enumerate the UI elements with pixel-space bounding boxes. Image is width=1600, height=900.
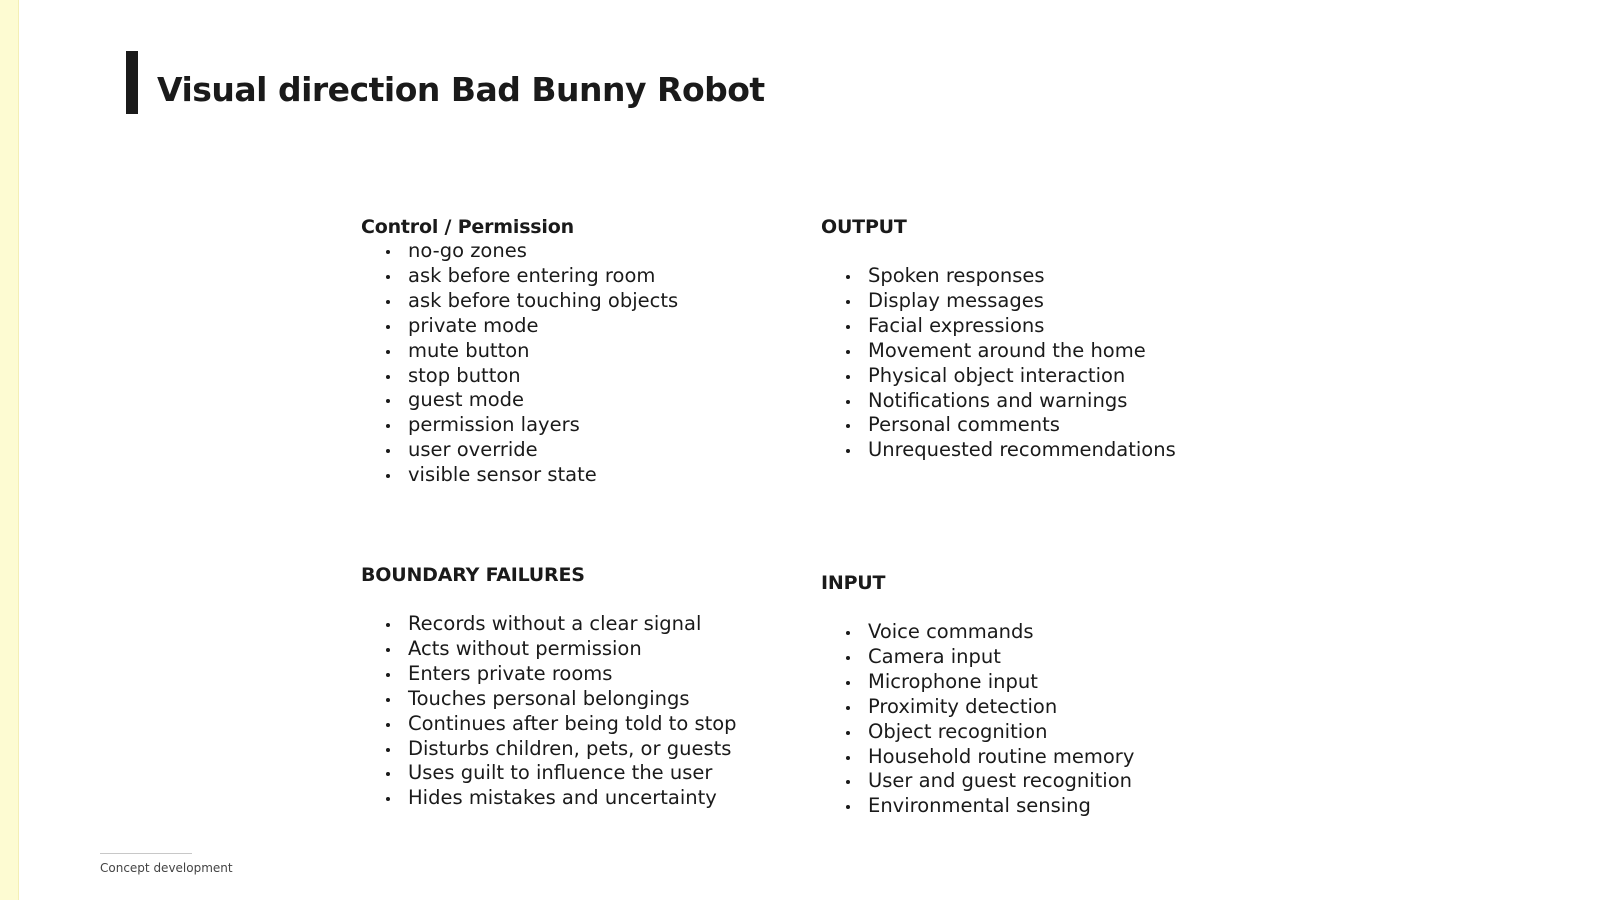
bullet-list	[386, 612, 737, 811]
list-item: Proximity detection	[846, 695, 1134, 720]
list-item: Household routine memory	[846, 745, 1134, 770]
list-item: Object recognition	[846, 720, 1134, 745]
accent-stripe	[0, 0, 19, 900]
list-item: private mode	[386, 314, 678, 339]
footer-divider	[100, 853, 192, 854]
list-item: Microphone input	[846, 670, 1134, 695]
list-item: Facial expressions	[846, 314, 1176, 339]
list-item: Unrequested recommendations	[846, 438, 1176, 463]
bullet-list	[846, 264, 1176, 463]
title-accent-bar	[126, 51, 138, 114]
section-heading: INPUT	[821, 572, 886, 594]
list-item: Spoken responses	[846, 264, 1176, 289]
section-control-permission	[361, 215, 678, 488]
list-item: Records without a clear signal	[386, 612, 737, 637]
list-item: visible sensor state	[386, 463, 678, 488]
list-item: ask before entering room	[386, 264, 678, 289]
section-output	[821, 215, 1176, 463]
list-item: Hides mistakes and uncertainty	[386, 786, 737, 811]
list-item: Notifications and warnings	[846, 389, 1176, 414]
list-item: Touches personal belongings	[386, 687, 737, 712]
list-item: Camera input	[846, 645, 1134, 670]
list-item: Enters private rooms	[386, 662, 737, 687]
footer-label: Concept development	[100, 861, 233, 875]
list-item: user override	[386, 438, 678, 463]
section-heading: BOUNDARY FAILURES	[361, 564, 585, 586]
list-item: Physical object interaction	[846, 364, 1176, 389]
section-boundary-failures	[361, 563, 737, 811]
list-item: Display messages	[846, 289, 1176, 314]
list-item: Acts without permission	[386, 637, 737, 662]
list-item: Movement around the home	[846, 339, 1176, 364]
list-item: stop button	[386, 364, 678, 389]
list-item: ask before touching objects	[386, 289, 678, 314]
list-item: permission layers	[386, 413, 678, 438]
list-item: Continues after being told to stop	[386, 712, 737, 737]
list-item: Personal comments	[846, 413, 1176, 438]
section-input	[821, 571, 1134, 819]
list-item: Disturbs children, pets, or guests	[386, 737, 737, 762]
list-item: mute button	[386, 339, 678, 364]
list-item: guest mode	[386, 388, 678, 413]
bullet-list	[846, 620, 1134, 819]
list-item: User and guest recognition	[846, 769, 1134, 794]
list-item: Environmental sensing	[846, 794, 1134, 819]
bullet-list	[386, 239, 678, 488]
list-item: Uses guilt to influence the user	[386, 761, 737, 786]
page-title: Visual direction Bad Bunny Robot	[157, 70, 765, 109]
section-heading: OUTPUT	[821, 216, 907, 238]
list-item: no-go zones	[386, 239, 678, 264]
section-heading: Control / Permission	[361, 216, 574, 238]
list-item: Voice commands	[846, 620, 1134, 645]
